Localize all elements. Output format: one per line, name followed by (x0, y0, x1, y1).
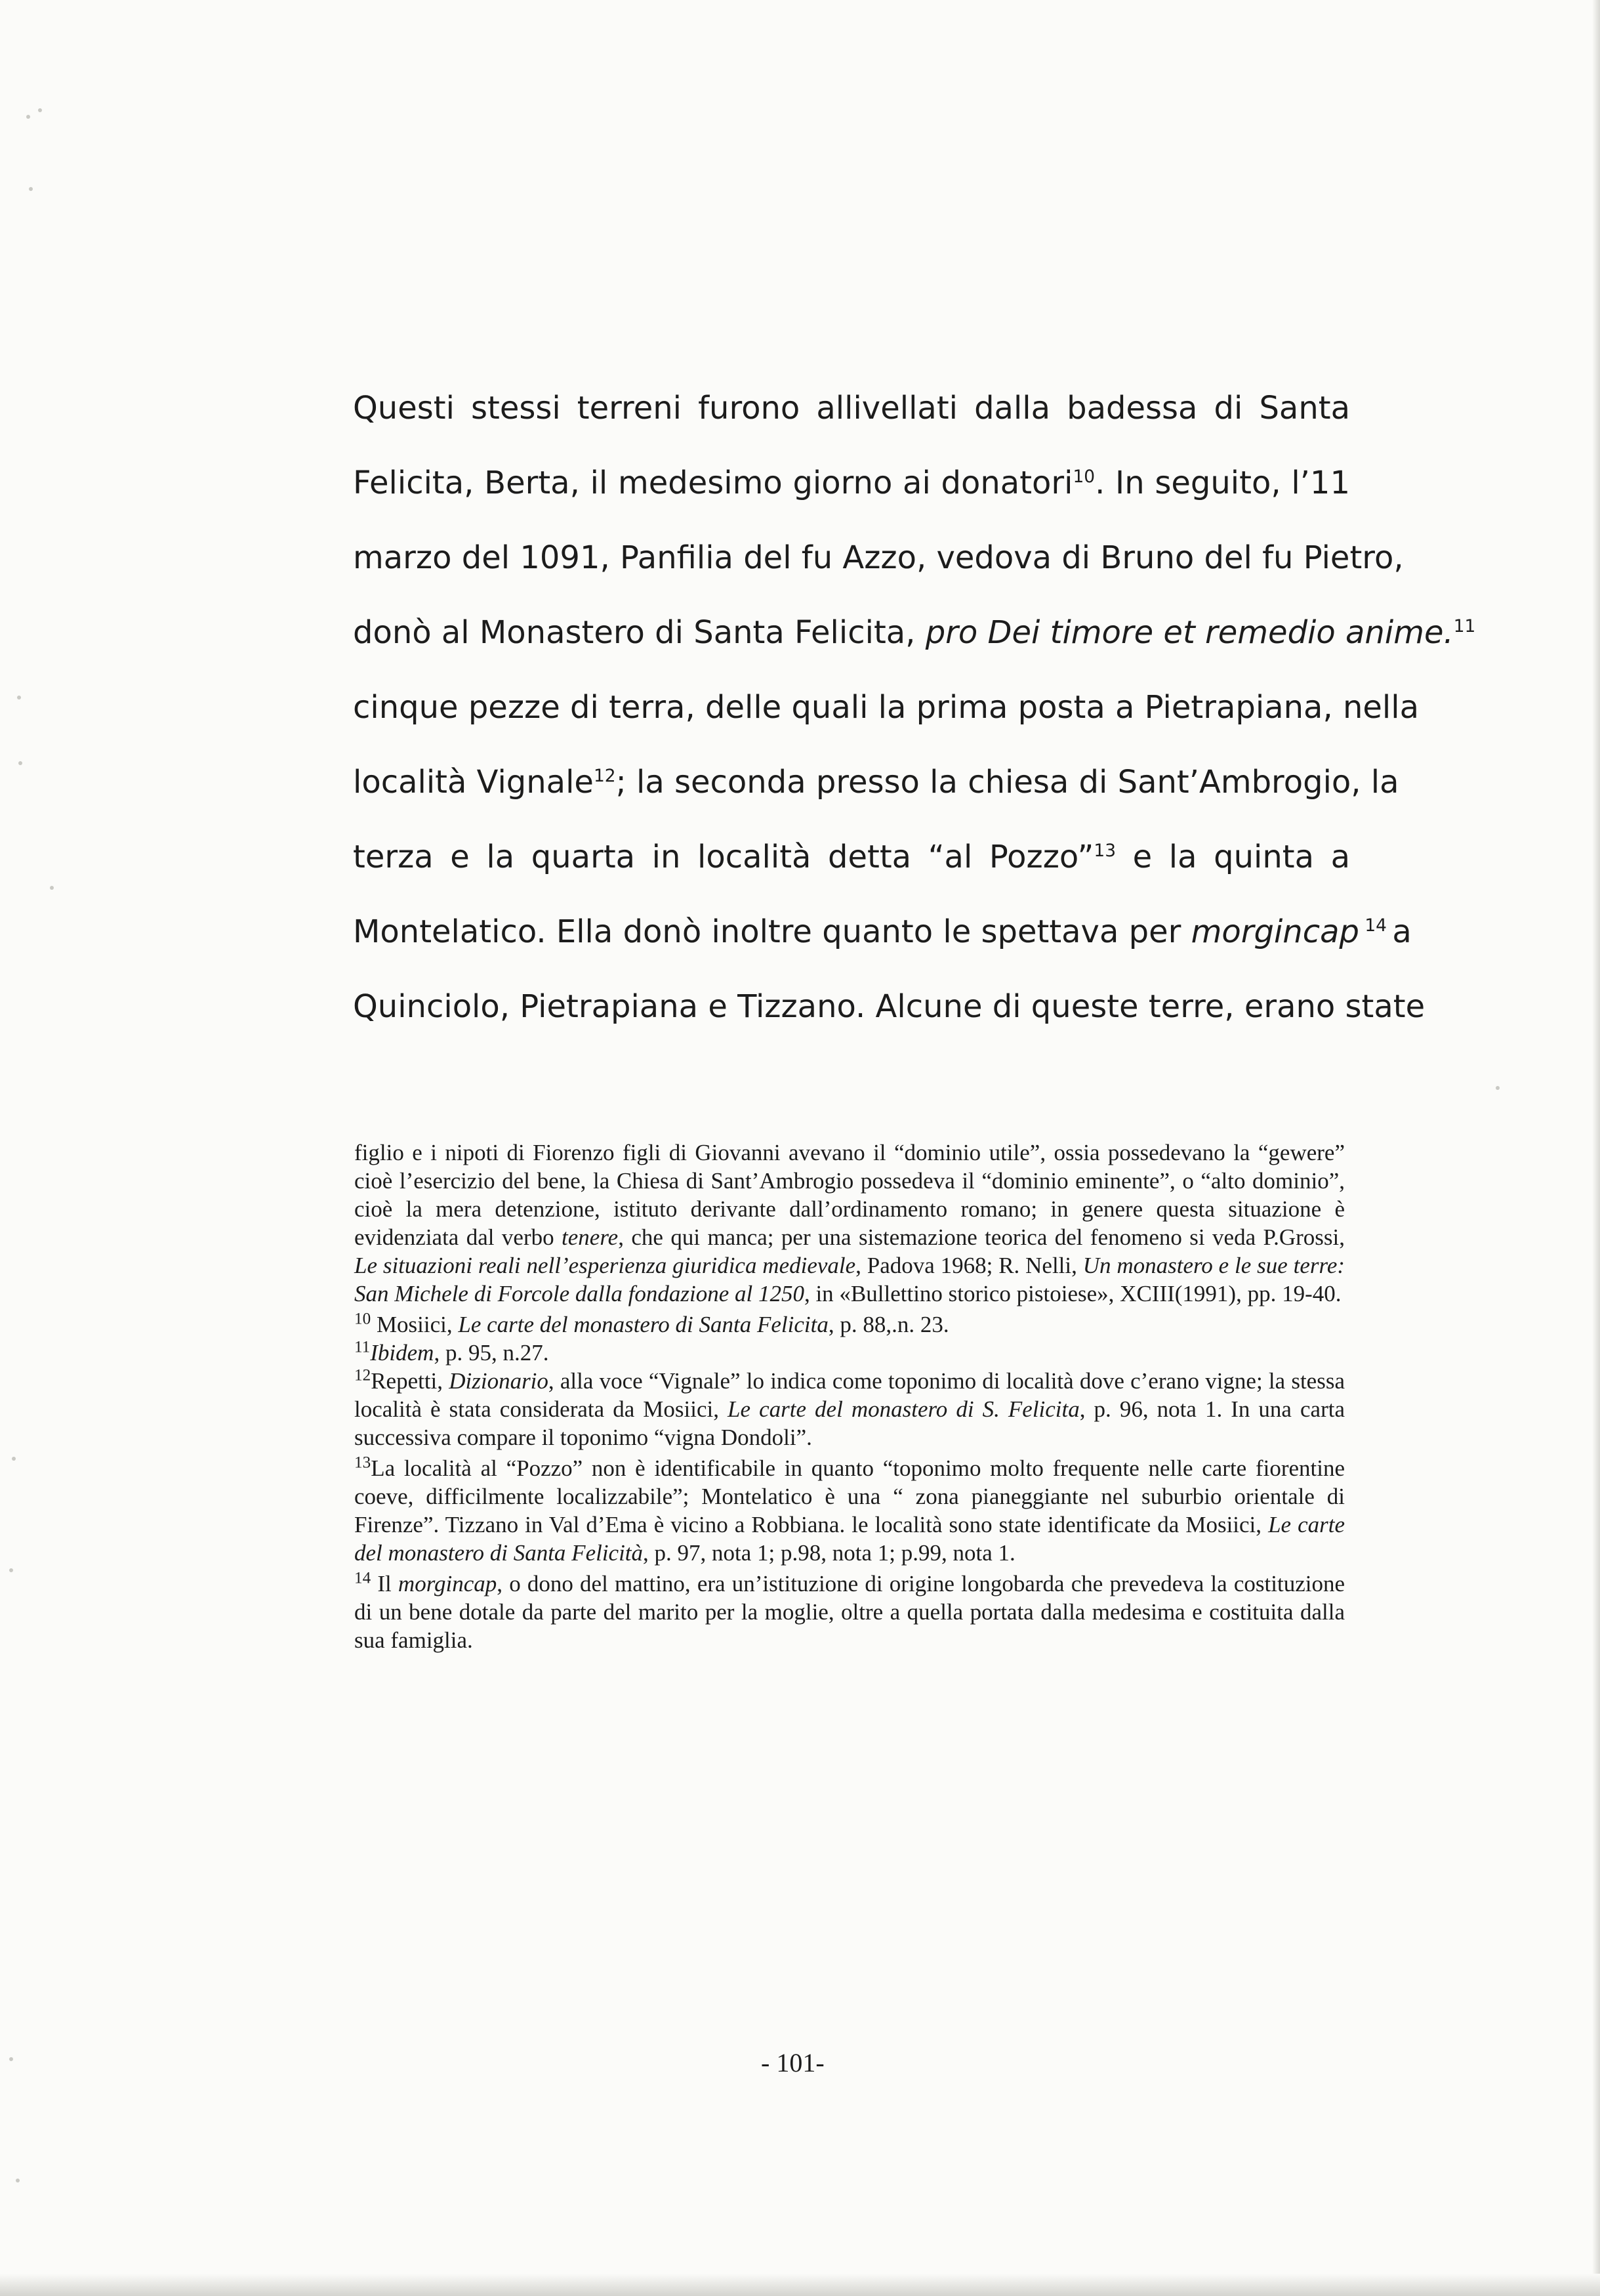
scan-speck (9, 2057, 13, 2061)
footnote-12: $^{12}$Repetti, Dizionario, alla voce “Vignale” lo indica come toponimo di località dove c’erano vigne; la stessa località è stata considerata da Mosiici, Le carte del monastero di S. Felicita, p. 96, nota 1. In una carta successiva compare il toponimo “vigna Dondoli”. (354, 1366, 1345, 1450)
scan-speck (29, 187, 33, 191)
footnotes (354, 1138, 1345, 1654)
text-line: terza e la quarta in località detta “al Pozzo”$^{13}$ e la quinta a (353, 839, 1350, 875)
footnote-10: $^{10}$ Mosiici, Le carte del monastero di Santa Felicita, p. 88,.n. 23. (354, 1310, 949, 1337)
scan-speck (17, 696, 21, 699)
footnote-ref: 11 (1453, 616, 1476, 637)
page-edge-shadow (1592, 0, 1600, 2296)
scan-speck (18, 761, 22, 765)
footnote-continuation: figlio e i nipoti di Fiorenzo figli di Giovanni avevano il “dominio utile”, ossia possedevano la “gewere” cioè l’esercizio del bene, la Chiesa di Sant’Ambrogio possedeva il “dominio eminente”, o “alto dominio”, cioè la mera detenzione, istituto derivante dall’ordinamento romano; in genere questa situazione è evidenziata dal verbo tenere, che qui manca; per una sistemazione teorica del fenomeno si veda P.Grossi, Le situazioni reali nell’esperienza giuridica medievale, Padova 1968; R. Nelli, Un monastero e le sue terre: San Michele di Forcole dalla fondazione al 1250, in «Bullettino storico pistoiese», XCIII(1991), pp. 19-40. (354, 1140, 1345, 1306)
text-line: Quinciolo, Pietrapiana e Tizzano. Alcune di queste terre, erano state (353, 988, 1426, 1025)
text-line: Questi stessi terreni furono allivellati dalla badessa di Santa (353, 390, 1350, 427)
footnote-ref: 13 (1094, 841, 1117, 861)
scan-speck (26, 115, 30, 119)
scan-speck (50, 886, 54, 890)
page-number: - 101- (761, 2048, 825, 2077)
text-line: località Vignale$^{12}$; la seconda presso la chiesa di Sant’Ambrogio, la (353, 764, 1399, 801)
page-bottom-shadow (0, 2274, 1600, 2296)
scan-speck (12, 1457, 16, 1461)
footnote-11: $^{11}$Ibidem, p. 95, n.27. (354, 1338, 549, 1366)
text-line: donò al Monastero di Santa Felicita, pro Dei timore et remedio anime.$^{11}$ (353, 614, 1476, 651)
text-line: Montelatico. Ella donò inoltre quanto le spettava per morgincap $^{14}$ a (353, 913, 1412, 950)
footnote-ref: 10 (1073, 467, 1096, 487)
scan-speck (1496, 1086, 1500, 1090)
scan-speck (16, 2179, 20, 2182)
scan-speck (9, 1568, 13, 1572)
text-line: marzo del 1091, Panfilia del fu Azzo, vedova di Bruno del fu Pietro, (353, 539, 1404, 576)
text-line: Felicita, Berta, il medesimo giorno ai donatori$^{10}$. In seguito, l’11 (353, 465, 1350, 501)
scan-speck (38, 108, 42, 112)
footnote-ref: 12 (593, 766, 616, 786)
text-line: cinque pezze di terra, delle quali la prima posta a Pietrapiana, nella (353, 689, 1419, 726)
footnote-13: $^{13}$La località al “Pozzo” non è identificabile in quanto “toponimo molto frequente nelle carte fiorentine coeve, difficilmente localizzabile”; Montelatico è una “ zona pianeggiante nel suburbio orientale di Firenze”. Tizzano in Val d’Ema è vicino a Robbiana. le località sono state identificate da Mosiici, Le carte del monastero di Santa Felicità, p. 97, nota 1; p.98, nota 1; p.99, nota 1. (354, 1453, 1345, 1566)
footnote-ref: 14 (1359, 915, 1393, 936)
body-text (353, 371, 1476, 1044)
footnote-14: $^{14}$ Il morgincap, o dono del mattino, era un’istituzione di origine longobarda che prevedeva la costituzione di un bene dotale da parte del marito per la moglie, oltre a quella portata dalla medesima e costituita dalla sua famiglia. (354, 1569, 1345, 1653)
